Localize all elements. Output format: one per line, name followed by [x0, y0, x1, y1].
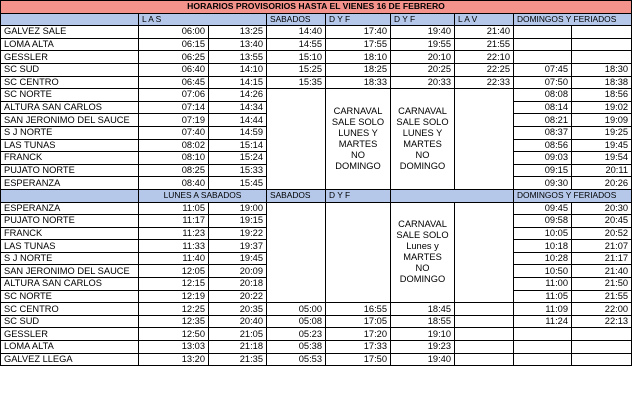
time-cell: 17:50: [326, 353, 391, 366]
time-cell: 14:26: [209, 89, 267, 102]
time-cell: [572, 51, 632, 64]
time-cell: 08:25: [139, 164, 209, 177]
empty-cell: [455, 303, 514, 316]
time-cell: 11:23: [139, 227, 209, 240]
time-cell: 14:34: [209, 101, 267, 114]
stop-name: FRANCK: [1, 227, 139, 240]
stop-name: FRANCK: [1, 152, 139, 165]
time-cell: 06:25: [139, 51, 209, 64]
time-cell: 19:23: [391, 341, 455, 354]
time-cell: 18:55: [391, 315, 455, 328]
time-cell: 18:38: [572, 76, 632, 89]
time-cell: 06:45: [139, 76, 209, 89]
time-cell: 09:30: [514, 177, 572, 190]
time-cell: 11:05: [514, 290, 572, 303]
time-cell: 08:40: [139, 177, 209, 190]
empty-cell: [455, 328, 514, 341]
time-cell: 20:09: [209, 265, 267, 278]
time-cell: 13:25: [209, 26, 267, 39]
time-cell: 06:40: [139, 63, 209, 76]
time-cell: 19:45: [209, 252, 267, 265]
time-cell: 05:53: [267, 353, 326, 366]
time-cell: 12:05: [139, 265, 209, 278]
time-cell: 14:40: [267, 26, 326, 39]
stop-name: ESPERANZA: [1, 202, 139, 215]
time-cell: 05:08: [267, 315, 326, 328]
table-row: [1, 353, 632, 366]
time-cell: 22:13: [572, 315, 632, 328]
time-cell: 18:30: [572, 63, 632, 76]
stop-name: GALVEZ LLEGA: [1, 353, 139, 366]
time-cell: [514, 341, 572, 354]
time-cell: 21:40: [455, 26, 514, 39]
time-cell: 19:40: [391, 353, 455, 366]
time-cell: 18:25: [326, 63, 391, 76]
table-row: [1, 89, 632, 102]
empty-cell: [326, 202, 391, 303]
carnaval-note: [326, 89, 391, 190]
time-cell: 19:37: [209, 240, 267, 253]
time-cell: 15:10: [267, 51, 326, 64]
time-cell: 07:45: [514, 63, 572, 76]
stop-name: SC SUD: [1, 315, 139, 328]
header-sabados: SABADOS: [267, 189, 326, 202]
time-cell: 18:10: [326, 51, 391, 64]
time-cell: 09:45: [514, 202, 572, 215]
table-row: [1, 51, 632, 64]
time-cell: 22:10: [455, 51, 514, 64]
stop-name: SC NORTE: [1, 290, 139, 303]
time-cell: 19:40: [391, 26, 455, 39]
time-cell: 20:52: [572, 227, 632, 240]
time-cell: 22:00: [572, 303, 632, 316]
time-cell: 21:07: [572, 240, 632, 253]
time-cell: [572, 328, 632, 341]
table-row: [1, 76, 632, 89]
time-cell: 20:33: [391, 76, 455, 89]
stop-name: SC SUD: [1, 63, 139, 76]
time-cell: 20:18: [209, 278, 267, 291]
time-cell: 14:15: [209, 76, 267, 89]
header-domingos: DOMINGOS Y FERIADOS: [514, 13, 632, 26]
stop-name: LAS TUNAS: [1, 139, 139, 152]
time-cell: 12:50: [139, 328, 209, 341]
stop-name: ALTURA SAN CARLOS: [1, 278, 139, 291]
header-blank: [1, 189, 139, 202]
time-cell: 08:14: [514, 101, 572, 114]
stop-name: GESSLER: [1, 51, 139, 64]
time-cell: 17:20: [326, 328, 391, 341]
time-cell: 08:37: [514, 126, 572, 139]
time-cell: [572, 341, 632, 354]
note-line: CARNAVAL: [333, 106, 383, 117]
time-cell: 17:55: [326, 38, 391, 51]
time-cell: 13:03: [139, 341, 209, 354]
time-cell: 11:05: [139, 202, 209, 215]
time-cell: 12:15: [139, 278, 209, 291]
time-cell: 08:21: [514, 114, 572, 127]
stop-name: PUJATO NORTE: [1, 164, 139, 177]
time-cell: 17:40: [326, 26, 391, 39]
note-line: CARNAVAL: [398, 106, 447, 117]
time-cell: 17:05: [326, 315, 391, 328]
stop-name: S J NORTE: [1, 252, 139, 265]
time-cell: 21:55: [572, 290, 632, 303]
time-cell: 05:23: [267, 328, 326, 341]
time-cell: 06:00: [139, 26, 209, 39]
time-cell: 09:15: [514, 164, 572, 177]
stop-name: ESPERANZA: [1, 177, 139, 190]
note-line: DOMINGO: [335, 161, 381, 172]
time-cell: 15:45: [209, 177, 267, 190]
empty-cell: [267, 89, 326, 190]
note-line: NO: [415, 150, 430, 161]
header-sabados: SABADOS: [267, 13, 326, 26]
header-dyf-2: D Y F: [391, 13, 455, 26]
time-cell: 19:45: [572, 139, 632, 152]
time-cell: 20:22: [209, 290, 267, 303]
time-cell: 07:40: [139, 126, 209, 139]
time-cell: 11:09: [514, 303, 572, 316]
note-line: CARNAVAL: [398, 219, 447, 230]
time-cell: 12:35: [139, 315, 209, 328]
stop-name: SAN JERONIMO DEL SAUCE: [1, 265, 139, 278]
table-row: [1, 38, 632, 51]
time-cell: 19:10: [391, 328, 455, 341]
note-line: LUNES Y: [402, 128, 443, 139]
time-cell: 15:33: [209, 164, 267, 177]
empty-cell: [455, 89, 514, 190]
time-cell: 21:55: [455, 38, 514, 51]
note-line: NO: [351, 150, 365, 161]
table-row: [1, 63, 632, 76]
header-blank: [391, 189, 514, 202]
time-cell: [572, 26, 632, 39]
time-cell: 21:17: [572, 252, 632, 265]
time-cell: 19:54: [572, 152, 632, 165]
time-cell: 17:33: [326, 341, 391, 354]
time-cell: 10:28: [514, 252, 572, 265]
time-cell: 20:10: [391, 51, 455, 64]
time-cell: 10:50: [514, 265, 572, 278]
table-row: [1, 202, 632, 215]
time-cell: 22:25: [455, 63, 514, 76]
time-cell: 19:09: [572, 114, 632, 127]
time-cell: 11:24: [514, 315, 572, 328]
empty-cell: [455, 353, 514, 366]
time-cell: 09:03: [514, 152, 572, 165]
time-cell: 08:08: [514, 89, 572, 102]
time-cell: 10:05: [514, 227, 572, 240]
note-line: SALE SOLO: [396, 117, 449, 128]
stop-name: GESSLER: [1, 328, 139, 341]
stop-name: SC CENTRO: [1, 303, 139, 316]
stop-name: SC CENTRO: [1, 76, 139, 89]
time-cell: 20:45: [572, 215, 632, 228]
time-cell: 19:55: [391, 38, 455, 51]
note-line: DOMINGO: [399, 161, 446, 172]
table-row: [1, 315, 632, 328]
table-row: [1, 303, 632, 316]
header-lunes-a-sabados: LUNES A SABADOS: [139, 189, 267, 202]
note-line: Lunes y: [406, 241, 439, 252]
time-cell: 11:33: [139, 240, 209, 253]
time-cell: [514, 51, 572, 64]
time-cell: 19:25: [572, 126, 632, 139]
time-cell: 15:35: [267, 76, 326, 89]
time-cell: [514, 26, 572, 39]
time-cell: 21:40: [572, 265, 632, 278]
table-row: [1, 341, 632, 354]
note-line: DOMINGO: [399, 274, 446, 285]
time-cell: 15:14: [209, 139, 267, 152]
stop-name: SAN JERONIMO DEL SAUCE: [1, 114, 139, 127]
time-cell: 16:55: [326, 303, 391, 316]
time-cell: 14:10: [209, 63, 267, 76]
time-cell: 14:59: [209, 126, 267, 139]
note-line: MARTES: [403, 252, 442, 263]
time-cell: 20:30: [572, 202, 632, 215]
header-blank: [1, 13, 139, 26]
time-cell: 19:02: [572, 101, 632, 114]
time-cell: 21:18: [209, 341, 267, 354]
stop-name: ALTURA SAN CARLOS: [1, 101, 139, 114]
time-cell: 07:50: [514, 76, 572, 89]
time-cell: 21:35: [209, 353, 267, 366]
time-cell: 20:35: [209, 303, 267, 316]
time-cell: 12:19: [139, 290, 209, 303]
header-domingos: DOMINGOS Y FERIADOS: [514, 189, 632, 202]
header-lav: L A V: [455, 13, 514, 26]
time-cell: 08:56: [514, 139, 572, 152]
table-row: [1, 328, 632, 341]
time-cell: [572, 38, 632, 51]
time-cell: 14:55: [267, 38, 326, 51]
empty-cell: [455, 202, 514, 303]
header-las: L A S: [139, 13, 267, 26]
stop-name: LOMA ALTA: [1, 38, 139, 51]
time-cell: 11:00: [514, 278, 572, 291]
note-line: LUNES Y: [338, 128, 378, 139]
note-line: NO: [415, 263, 430, 274]
time-cell: 13:55: [209, 51, 267, 64]
note-line: MARTES: [338, 139, 378, 150]
page-title: HORARIOS PROVISORIOS HASTA EL VIENES 16 DE FEBRERO: [1, 1, 632, 14]
time-cell: 20:26: [572, 177, 632, 190]
empty-cell: [267, 202, 326, 303]
time-cell: [514, 328, 572, 341]
time-cell: 07:19: [139, 114, 209, 127]
time-cell: 18:56: [572, 89, 632, 102]
time-cell: 22:33: [455, 76, 514, 89]
header-dyf: D Y F: [326, 189, 391, 202]
time-cell: 11:17: [139, 215, 209, 228]
time-cell: [514, 353, 572, 366]
time-cell: 20:11: [572, 164, 632, 177]
time-cell: 19:15: [209, 215, 267, 228]
time-cell: 13:40: [209, 38, 267, 51]
time-cell: 09:58: [514, 215, 572, 228]
stop-name: LOMA ALTA: [1, 341, 139, 354]
header-dyf: D Y F: [326, 13, 391, 26]
time-cell: 10:18: [514, 240, 572, 253]
empty-cell: [455, 315, 514, 328]
time-cell: 07:06: [139, 89, 209, 102]
table-row: [1, 26, 632, 39]
time-cell: 05:00: [267, 303, 326, 316]
time-cell: 06:15: [139, 38, 209, 51]
time-cell: 18:45: [391, 303, 455, 316]
carnaval-note: [391, 89, 455, 190]
time-cell: 15:25: [267, 63, 326, 76]
time-cell: 21:05: [209, 328, 267, 341]
time-cell: [572, 353, 632, 366]
stop-name: GALVEZ SALE: [1, 26, 139, 39]
time-cell: 19:22: [209, 227, 267, 240]
note-line: SALE SOLO: [396, 230, 449, 241]
time-cell: 21:50: [572, 278, 632, 291]
time-cell: 08:10: [139, 152, 209, 165]
time-cell: 18:33: [326, 76, 391, 89]
time-cell: 20:25: [391, 63, 455, 76]
time-cell: [514, 38, 572, 51]
time-cell: 14:44: [209, 114, 267, 127]
time-cell: 20:40: [209, 315, 267, 328]
stop-name: LAS TUNAS: [1, 240, 139, 253]
stop-name: S J NORTE: [1, 126, 139, 139]
time-cell: 19:00: [209, 202, 267, 215]
carnaval-note: [391, 202, 455, 303]
time-cell: 15:24: [209, 152, 267, 165]
time-cell: 05:38: [267, 341, 326, 354]
time-cell: 07:14: [139, 101, 209, 114]
time-cell: 11:40: [139, 252, 209, 265]
note-line: MARTES: [403, 139, 442, 150]
time-cell: 08:02: [139, 139, 209, 152]
note-line: SALE SOLO: [331, 117, 385, 128]
time-cell: 12:25: [139, 303, 209, 316]
stop-name: SC NORTE: [1, 89, 139, 102]
time-cell: 13:20: [139, 353, 209, 366]
empty-cell: [455, 341, 514, 354]
stop-name: PUJATO NORTE: [1, 215, 139, 228]
